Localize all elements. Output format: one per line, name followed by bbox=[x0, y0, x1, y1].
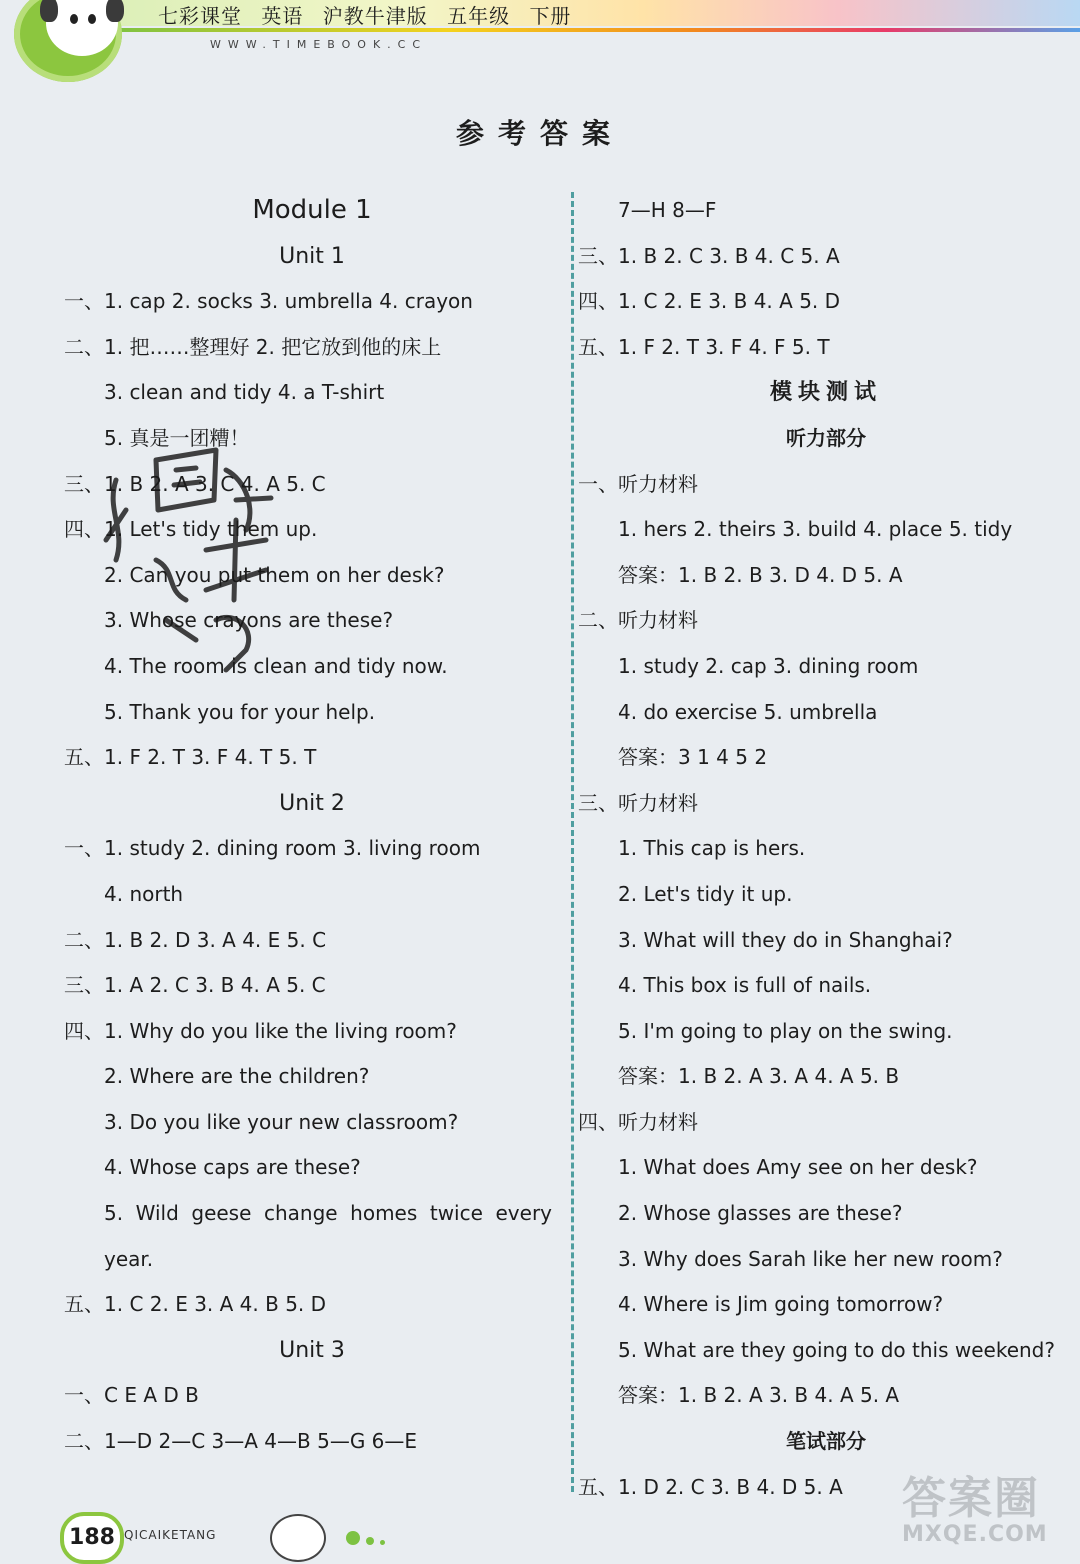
answer-line: 5. Wild geese change homes twice every bbox=[104, 1201, 552, 1226]
answer-line: 1. study 2. cap 3. dining room bbox=[618, 653, 919, 678]
mascot-face bbox=[46, 0, 118, 56]
answer-line: 二、1—D 2—C 3—A 4—B 5—G 6—E bbox=[64, 1429, 418, 1454]
answer-line: 二、听力材料 bbox=[578, 608, 698, 633]
answer-line: 4. This box is full of nails. bbox=[618, 973, 872, 998]
answer-line: 5. What are they going to do this weekend? bbox=[618, 1337, 1055, 1362]
answer-line: 2. Let's tidy it up. bbox=[618, 881, 793, 906]
answer-line: 四、1. Let's tidy them up. bbox=[64, 517, 318, 542]
answer-line: 3. Whose crayons are these? bbox=[104, 608, 394, 633]
page-title: 参考答案 bbox=[455, 117, 624, 150]
answer-line: 二、1. B 2. D 3. A 4. E 5. C bbox=[64, 927, 327, 952]
answer-line: 1. hers 2. theirs 3. build 4. place 5. tidy bbox=[618, 517, 1013, 542]
answer-line: 2. Where are the children? bbox=[104, 1064, 370, 1089]
answer-line: 答案：3 1 4 5 2 bbox=[618, 745, 768, 770]
unit-heading: Unit 2 bbox=[279, 790, 345, 816]
answer-line: 5. Thank you for your help. bbox=[104, 699, 376, 724]
answer-line: 五、1. F 2. T 3. F 4. T 5. T bbox=[64, 745, 317, 770]
answer-line: 答案：1. B 2. A 3. A 4. A 5. B bbox=[618, 1064, 900, 1089]
footer-brand: QICAIKETANG bbox=[124, 1528, 217, 1542]
module-heading: Module 1 bbox=[252, 195, 372, 225]
answer-line: 2. Can you put them on her desk? bbox=[104, 562, 445, 587]
book-grade: 五年级 bbox=[447, 4, 511, 28]
answer-line: 三、1. A 2. C 3. B 4. A 5. C bbox=[64, 973, 326, 998]
answer-line: 4. Where is Jim going tomorrow? bbox=[618, 1292, 944, 1317]
mascot-ear-left bbox=[40, 0, 58, 22]
answer-line: 4. do exercise 5. umbrella bbox=[618, 699, 878, 724]
book-subject: 英语 bbox=[261, 4, 304, 28]
answer-line: year. bbox=[104, 1246, 154, 1271]
answer-line: 5. 真是一团糟！ bbox=[104, 425, 250, 450]
answer-line: 四、1. C 2. E 3. B 4. A 5. D bbox=[578, 289, 841, 314]
site-watermark bbox=[902, 1462, 1074, 1556]
column-divider bbox=[571, 192, 574, 1492]
answer-line: 一、1. study 2. dining room 3. living room bbox=[64, 836, 481, 861]
book-series: 七彩课堂 bbox=[158, 4, 242, 28]
answer-line: 2. Whose glasses are these? bbox=[618, 1201, 903, 1226]
answer-line: 3. Why does Sarah like her new room? bbox=[618, 1246, 1003, 1271]
answer-line: 7—H 8—F bbox=[618, 198, 717, 222]
subsection-heading: 听力部分 bbox=[786, 425, 866, 450]
book-edition: 沪教牛津版 bbox=[322, 4, 428, 28]
answer-line: 三、1. B 2. A 3. C 4. A 5. C bbox=[64, 471, 326, 496]
watermark-url: MXQE.COM bbox=[902, 1522, 1048, 1547]
answer-line: 一、1. cap 2. socks 3. umbrella 4. crayon bbox=[64, 289, 473, 314]
answer-line: 一、听力材料 bbox=[578, 471, 698, 496]
answer-line: 3. What will they do in Shanghai? bbox=[618, 927, 953, 952]
page-number: 188 bbox=[60, 1512, 124, 1564]
answer-line: 四、1. Why do you like the living room? bbox=[64, 1018, 457, 1043]
answer-line: 3. Do you like your new classroom? bbox=[104, 1109, 459, 1134]
mascot-icon bbox=[14, 0, 122, 82]
left-column bbox=[64, 188, 560, 1465]
mascot-ear-right bbox=[106, 0, 124, 22]
answer-line: 1. What does Amy see on her desk? bbox=[618, 1155, 978, 1180]
header-url: WWW.TIMEBOOK.CC bbox=[210, 38, 428, 51]
answer-line: 5. I'm going to play on the swing. bbox=[618, 1018, 953, 1043]
mascot-eye-left bbox=[70, 14, 78, 24]
answer-line: 答案：1. B 2. B 3. D 4. D 5. A bbox=[618, 562, 903, 587]
answer-line: 一、C E A D B bbox=[64, 1383, 199, 1408]
answer-line: 五、1. F 2. T 3. F 4. F 5. T bbox=[578, 334, 830, 359]
answer-line: 4. north bbox=[104, 881, 184, 906]
answer-line: 三、听力材料 bbox=[578, 790, 698, 815]
unit-heading: Unit 1 bbox=[279, 243, 345, 269]
answer-line: 1. This cap is hers. bbox=[618, 836, 806, 861]
subsection-heading: 笔试部分 bbox=[786, 1429, 866, 1454]
answer-line: 答案：1. B 2. A 3. B 4. A 5. A bbox=[618, 1383, 900, 1408]
watermark-text: 答案圈 bbox=[902, 1473, 1040, 1524]
book-title bbox=[158, 0, 583, 29]
answer-line: 二、1. 把……整理好 2. 把它放到他的床上 bbox=[64, 334, 442, 359]
answer-line: 4. The room is clean and tidy now. bbox=[104, 653, 448, 678]
mascot-eye-right bbox=[88, 14, 96, 24]
section-heading: 模块测试 bbox=[769, 380, 882, 406]
answer-line: 3. clean and tidy 4. a T-shirt bbox=[104, 380, 385, 405]
answer-line: 五、1. C 2. E 3. A 4. B 5. D bbox=[64, 1292, 327, 1317]
book-volume: 下册 bbox=[529, 4, 572, 28]
answer-line: 4. Whose caps are these? bbox=[104, 1155, 361, 1180]
answer-line: 五、1. D 2. C 3. B 4. D 5. A bbox=[578, 1474, 843, 1499]
page-header bbox=[0, 0, 1080, 80]
right-column bbox=[578, 188, 1074, 1510]
footer-mascot-icon bbox=[270, 1514, 326, 1562]
unit-heading: Unit 3 bbox=[279, 1337, 345, 1363]
answer-line: 三、1. B 2. C 3. B 4. C 5. A bbox=[578, 243, 840, 268]
footer-dots-icon bbox=[346, 1530, 391, 1549]
answer-line: 四、听力材料 bbox=[578, 1109, 698, 1134]
